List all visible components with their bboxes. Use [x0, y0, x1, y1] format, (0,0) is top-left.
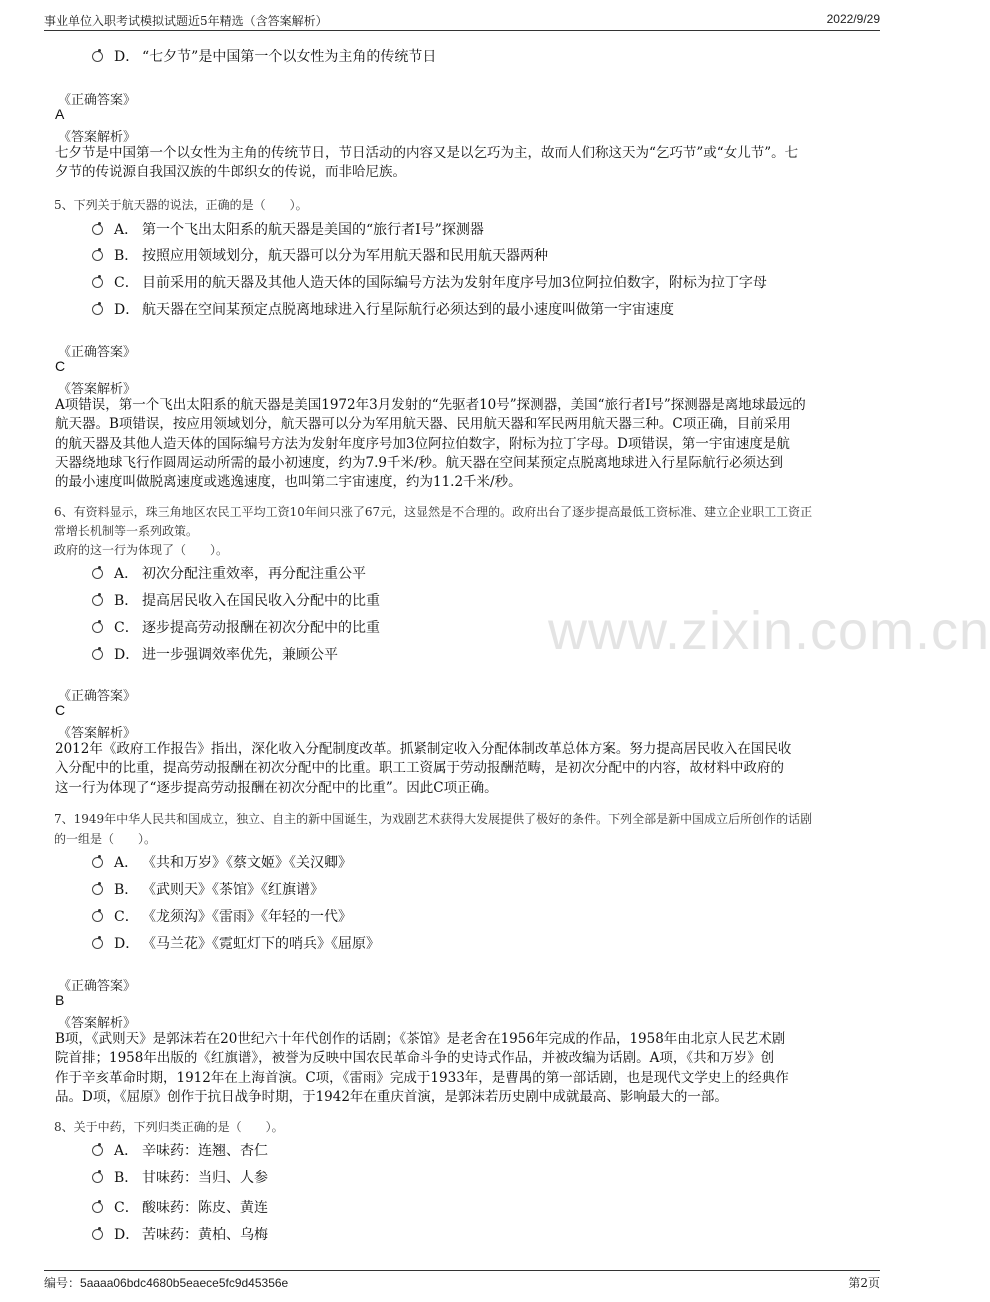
question-stem: 政府的这一行为体现了（ ）。	[54, 543, 229, 557]
radio-icon[interactable]	[92, 857, 103, 868]
watermark: www.zixin.com.cn	[548, 601, 990, 661]
question-stem: 8、关于中药，下列归类正确的是（ ）。	[54, 1120, 284, 1134]
analysis-label: 《答案解析》	[58, 1016, 137, 1031]
document-code: 编号：5aaaa06bdc4680b5eaece5fc9d45356e	[44, 1276, 289, 1290]
analysis-label: 《答案解析》	[58, 130, 137, 145]
answer-label: 《正确答案》	[58, 345, 137, 360]
answer-label: 《正确答案》	[58, 689, 137, 704]
analysis-label: 《答案解析》	[58, 726, 137, 741]
radio-icon[interactable]	[92, 51, 103, 62]
radio-icon[interactable]	[92, 568, 103, 579]
analysis-label: 《答案解析》	[58, 382, 137, 397]
answer-label: 《正确答案》	[58, 979, 137, 994]
analysis-text: 2012年《政府工作报告》指出，深化收入分配制度改革。抓紧制定收入分配体制改革总体方案。努力提高居民收入在国民收 入分配中的比重，提高劳动报酬在初次分配中的比重。职工工资属于劳动报酬范畴，是初次分配中的内容，故材料中政府的 这一行为体现了“逐步提高劳动报酬在初次分配中的比重”。因此C项正确。	[55, 741, 792, 796]
radio-icon[interactable]	[92, 649, 103, 660]
correct-answer: C	[55, 358, 66, 374]
correct-answer: A	[55, 106, 65, 122]
correct-answer: B	[55, 992, 65, 1008]
answer-label: 《正确答案》	[58, 93, 137, 108]
radio-icon[interactable]	[92, 1145, 103, 1156]
page-header	[44, 12, 880, 31]
radio-icon[interactable]	[92, 884, 103, 895]
radio-icon[interactable]	[92, 1172, 103, 1183]
radio-icon[interactable]	[92, 250, 103, 261]
analysis-text: A项错误，第一个飞出太阳系的航天器是美国1972年3月发射的“先驱者10号”探测器，美国“旅行者I号”探测器是离地球最远的 航天器。B项错误，按应用领域划分，航天器可以分为军用航天器、民用航天器和军民两用航天器三种。C项正确，目前采用 的航天器及其他人造天体的国际编号方法为发射年度序号加3位阿拉伯数字，附标为拉丁字母。D项错误，第一宇宙速度是航 天器绕地球飞行作圆周运动所需的最小初速度，约为7.9千米/秒。航天器在空间某预定点脱离地球进入行星际航行必须达到 的最小速度叫做脱离速度或逃逸速度，也叫第二宇宙速度，约为11.2千米/秒。	[55, 397, 806, 491]
analysis-text: B项，《武则天》是郭沫若在20世纪六十年代创作的话剧；《茶馆》是老舍在1956年完成的作品，1958年由北京人民艺术剧 院首排；1958年出版的《红旗谱》，被誉为反映中国农民革命斗争的史诗式作品，并被改编为话剧。A项，《共和万岁》创 作于辛亥革命时期，1912年在上海首演。C项，《雷雨》完成于1933年，是曹禺的第一部话剧，也是现代文学史上的经典作 品。D项，《屈原》创作于抗日战争时期，于1942年在重庆首演，是郭沫若历史剧中成就最高、影响最大的一部。	[55, 1031, 789, 1105]
radio-icon[interactable]	[92, 1229, 103, 1240]
page-footer	[44, 1270, 880, 1291]
radio-icon[interactable]	[92, 224, 103, 235]
radio-icon[interactable]	[92, 595, 103, 606]
question-stem: 7、1949年中华人民共和国成立，独立、自主的新中国诞生，为戏剧艺术获得大发展提供了极好的条件。下列全部是新中国成立后所创作的话剧	[54, 812, 813, 826]
radio-icon[interactable]	[92, 938, 103, 949]
radio-icon[interactable]	[92, 622, 103, 633]
radio-icon[interactable]	[92, 911, 103, 922]
radio-icon[interactable]	[92, 1202, 103, 1213]
document-date: 2022/9/29	[826, 12, 880, 26]
question-stem: 的一组是（ ）。	[54, 832, 157, 846]
document-title: 事业单位入职考试模拟试题近5年精选（含答案解析）	[44, 14, 328, 28]
page-number: 第2页	[848, 1276, 880, 1290]
correct-answer: C	[55, 702, 66, 718]
radio-icon[interactable]	[92, 304, 103, 315]
radio-icon[interactable]	[92, 277, 103, 288]
analysis-text: 七夕节是中国第一个以女性为主角的传统节日，节日活动的内容又是以乞巧为主，故而人们称这天为“乞巧节”或“女儿节”。七 夕节的传说源自我国汉族的牛郎织女的传说，而非哈尼族。	[55, 145, 799, 181]
question-stem: 5、下列关于航天器的说法，正确的是（ ）。	[54, 198, 308, 212]
question-stem: 6、有资料显示，珠三角地区农民工平均工资10年间只涨了67元，这显然是不合理的。政府出台了逐步提高最低工资标准、建立企业职工工资正	[54, 505, 813, 519]
question-stem: 常增长机制等一系列政策。	[54, 524, 199, 538]
